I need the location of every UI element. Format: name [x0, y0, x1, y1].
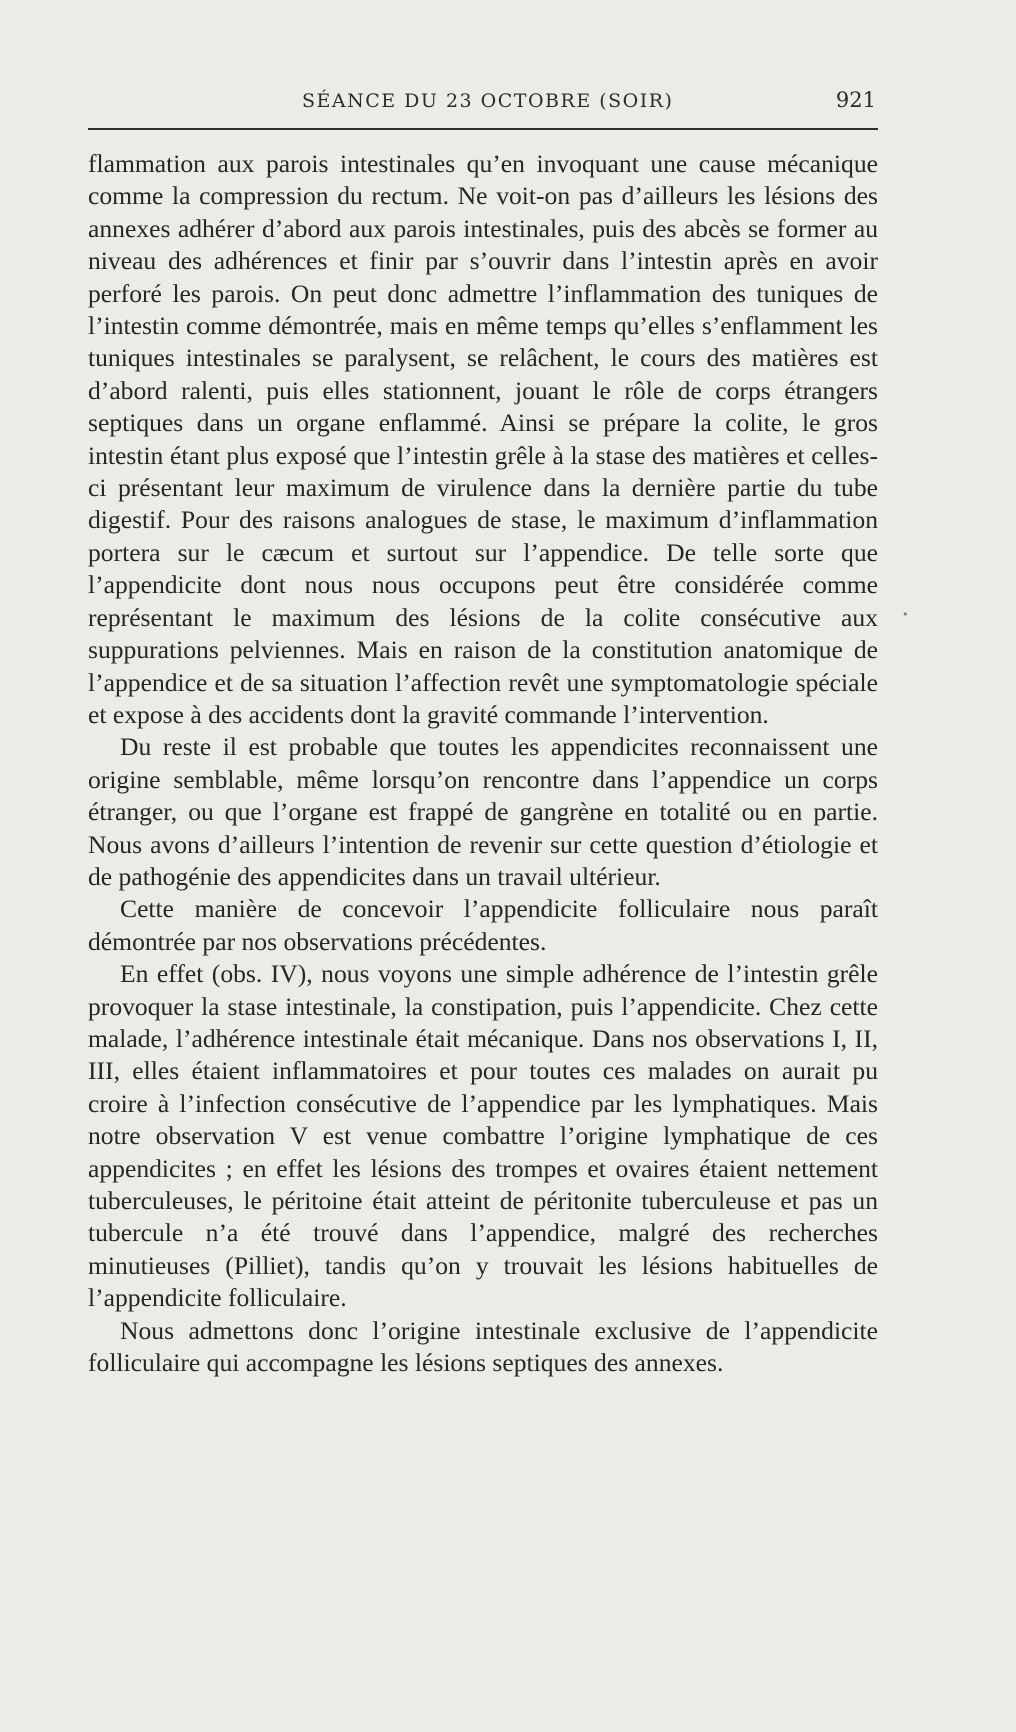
- paragraph-3: Cette manière de concevoir l’appendicite folliculaire nous paraît démontrée par nos observations précédentes.: [88, 894, 878, 956]
- body-text: [88, 148, 878, 1379]
- header-rule: [88, 128, 878, 130]
- paragraph-5: Nous admettons donc l’origine intestinale exclusive de l’appendicite folliculaire qui accompagne les lésions septiques des annexes.: [88, 1315, 878, 1378]
- paragraph-4: En effet (obs. IV), nous voyons une simple adhérence de l’intestin grêle provoquer la stase intestinale, la constipation, puis l’appendicite. Chez cette malade, l’adhérence intestinale était mécanique. Dans nos observations I, II, III, elles étaient inflammatoires et pour toutes ces malades on aurait pu croire à l’infection consécutive de l’appendice par les lymphatiques. Mais notre observation V est venue combattre l’origine lymphatique de ces appendicites ; en effet les lésions des trompes et ovaires étaient nettement tuberculeuses, le péritoine était atteint de péritonite tuberculeuse et pas un tubercule n’a été trouvé dans l’appendice, malgré des recherches minutieuses (Pilliet), tandis qu’on y trouvait les lésions habituelles de l’appendicite folliculaire.: [88, 959, 878, 1313]
- page-header: [88, 86, 876, 116]
- page-number: 921: [835, 88, 876, 112]
- running-title: SÉANCE DU 23 OCTOBRE (SOIR): [302, 90, 674, 112]
- paragraph-1: flammation aux parois intestinales qu’en invoquant une cause mécanique comme la compression du rectum. Ne voit-on pas d’ailleurs les lésions des annexes adhérer d’abord aux parois intestinales, puis des abcès se former au niveau des adhérences et finir par s’ouvrir dans l’intestin après en avoir perforé les parois. On peut donc admettre l’inflammation des tuniques de l’intestin comme démontrée, mais en même temps qu’elles s’enflamment les tuniques intestinales se paralysent, se relâchent, le cours des matières est d’abord ralenti, puis elles stationnent, jouant le rôle de corps étrangers septiques dans un organe enflammé. Ainsi se prépare la colite, le gros intestin étant plus exposé que l’intestin grêle à la stase des matières et celles-ci présentant leur maximum de virulence dans la dernière partie du tube digestif. Pour des raisons analogues de stase, le maximum d’inflammation portera sur le cæcum et surtout sur l’appendice. De telle sorte que l’appendicite dont nous nous occupons peut être considérée comme représentant le maximum des lésions de la colite consécutive aux suppurations pelviennes. Mais en raison de la constitution anatomique de l’appendice et de sa situation l’affection revêt une symptomatologie spéciale et expose à des accidents dont la gravité commande l’intervention.: [88, 149, 878, 729]
- paragraph-2: Du reste il est probable que toutes les appendicites reconnaissent une origine semblable, même lorsqu’on rencontre dans l’appendice un corps étranger, ou que l’organe est frappé de gangrène en totalité ou en partie. Nous avons d’ailleurs l’intention de revenir sur cette question d’étiologie et de pathogénie des appendicites dans un travail ultérieur.: [88, 732, 878, 891]
- margin-mark: •: [902, 608, 909, 621]
